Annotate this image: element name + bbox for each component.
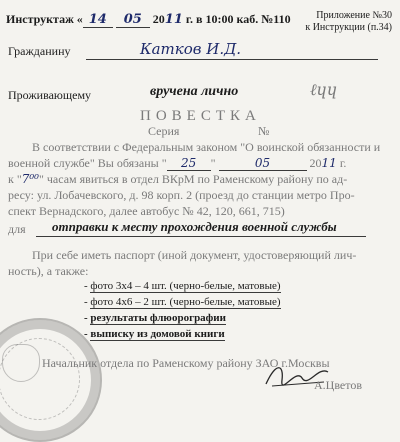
signer-name: А.Цветов bbox=[314, 378, 363, 392]
appendix-line1: Приложение №30 bbox=[316, 10, 392, 21]
instruction-time-room: г. в 10:00 каб. №110 bbox=[185, 12, 291, 26]
body-line-5: спект Вернадского, далее автобус № 42, 120, 661, 715) bbox=[8, 204, 285, 218]
body-line-1: В соответствии с Федеральным законом "О воинской обязанности и bbox=[32, 140, 381, 154]
appendix-note bbox=[296, 10, 392, 34]
appear-day: 25 bbox=[167, 156, 211, 171]
list-item: - выписку из домовой книги bbox=[84, 328, 225, 340]
list-item: - результаты флюорографии bbox=[84, 312, 226, 324]
appear-month: 05 bbox=[219, 156, 307, 171]
docs-intro-1: При себе иметь паспорт (иной документ, удостоверяющий лич- bbox=[32, 248, 357, 262]
body-line-2-suffix: г. bbox=[339, 156, 347, 170]
instruction-prefix: Инструктаж « bbox=[6, 12, 83, 26]
instruction-year-suffix: 11 bbox=[164, 12, 183, 27]
instruction-line bbox=[6, 12, 291, 28]
instruction-year-prefix: 20 bbox=[152, 12, 165, 26]
chief-title: Начальник отдела по Раменскому району ЗАО г.Москвы bbox=[42, 356, 330, 370]
body-line-2-prefix: военной службе" Вы обязаны " bbox=[8, 156, 167, 170]
seal-crest bbox=[2, 344, 40, 382]
docs-intro-2: ность), а также: bbox=[8, 264, 89, 278]
appear-hour: 7⁰⁰ bbox=[21, 172, 39, 186]
appear-year-prefix: 20 bbox=[309, 156, 322, 170]
body-line-4: ресу: ул. Лобачевского, д. 98 корп. 2 (проезд до станции метро Про- bbox=[8, 188, 355, 202]
delivery-signature: ℓɥɥ bbox=[310, 80, 338, 99]
appendix-line2: к Инструкции (п.34) bbox=[305, 22, 392, 33]
instruction-day: 14 bbox=[83, 12, 113, 28]
list-item: - фото 3x4 – 4 шт. (черно-белые, матовые) bbox=[84, 280, 281, 292]
body-line-3-prefix: к " bbox=[8, 172, 22, 186]
citizen-label: Гражданину bbox=[8, 44, 71, 58]
purpose-text: отправки к месту прохождения военной службы bbox=[52, 219, 337, 234]
body-line-2: военной службе" Вы обязаны " 25 " 05 2011 г. bbox=[8, 156, 347, 170]
citizen-name: Катков И.Д. bbox=[140, 40, 242, 58]
series-number-label: № bbox=[258, 124, 270, 138]
instruction-month: 05 bbox=[116, 12, 150, 28]
delivery-note: вручена лично bbox=[150, 84, 239, 99]
page-title: ПОВЕСТКА bbox=[140, 108, 261, 124]
body-line-3 bbox=[8, 172, 347, 187]
residing-label: Проживающему bbox=[8, 88, 92, 102]
list-item: - фото 4x6 – 2 шт. (черно-белые, матовые) bbox=[84, 296, 281, 308]
purpose-label: для bbox=[8, 222, 26, 236]
appear-year-suffix: 11 bbox=[321, 156, 337, 170]
series-label: Серия bbox=[148, 124, 180, 138]
body-line-3-suffix: " часам явиться в отдел ВКрМ по Раменскому району по ад- bbox=[39, 172, 348, 186]
